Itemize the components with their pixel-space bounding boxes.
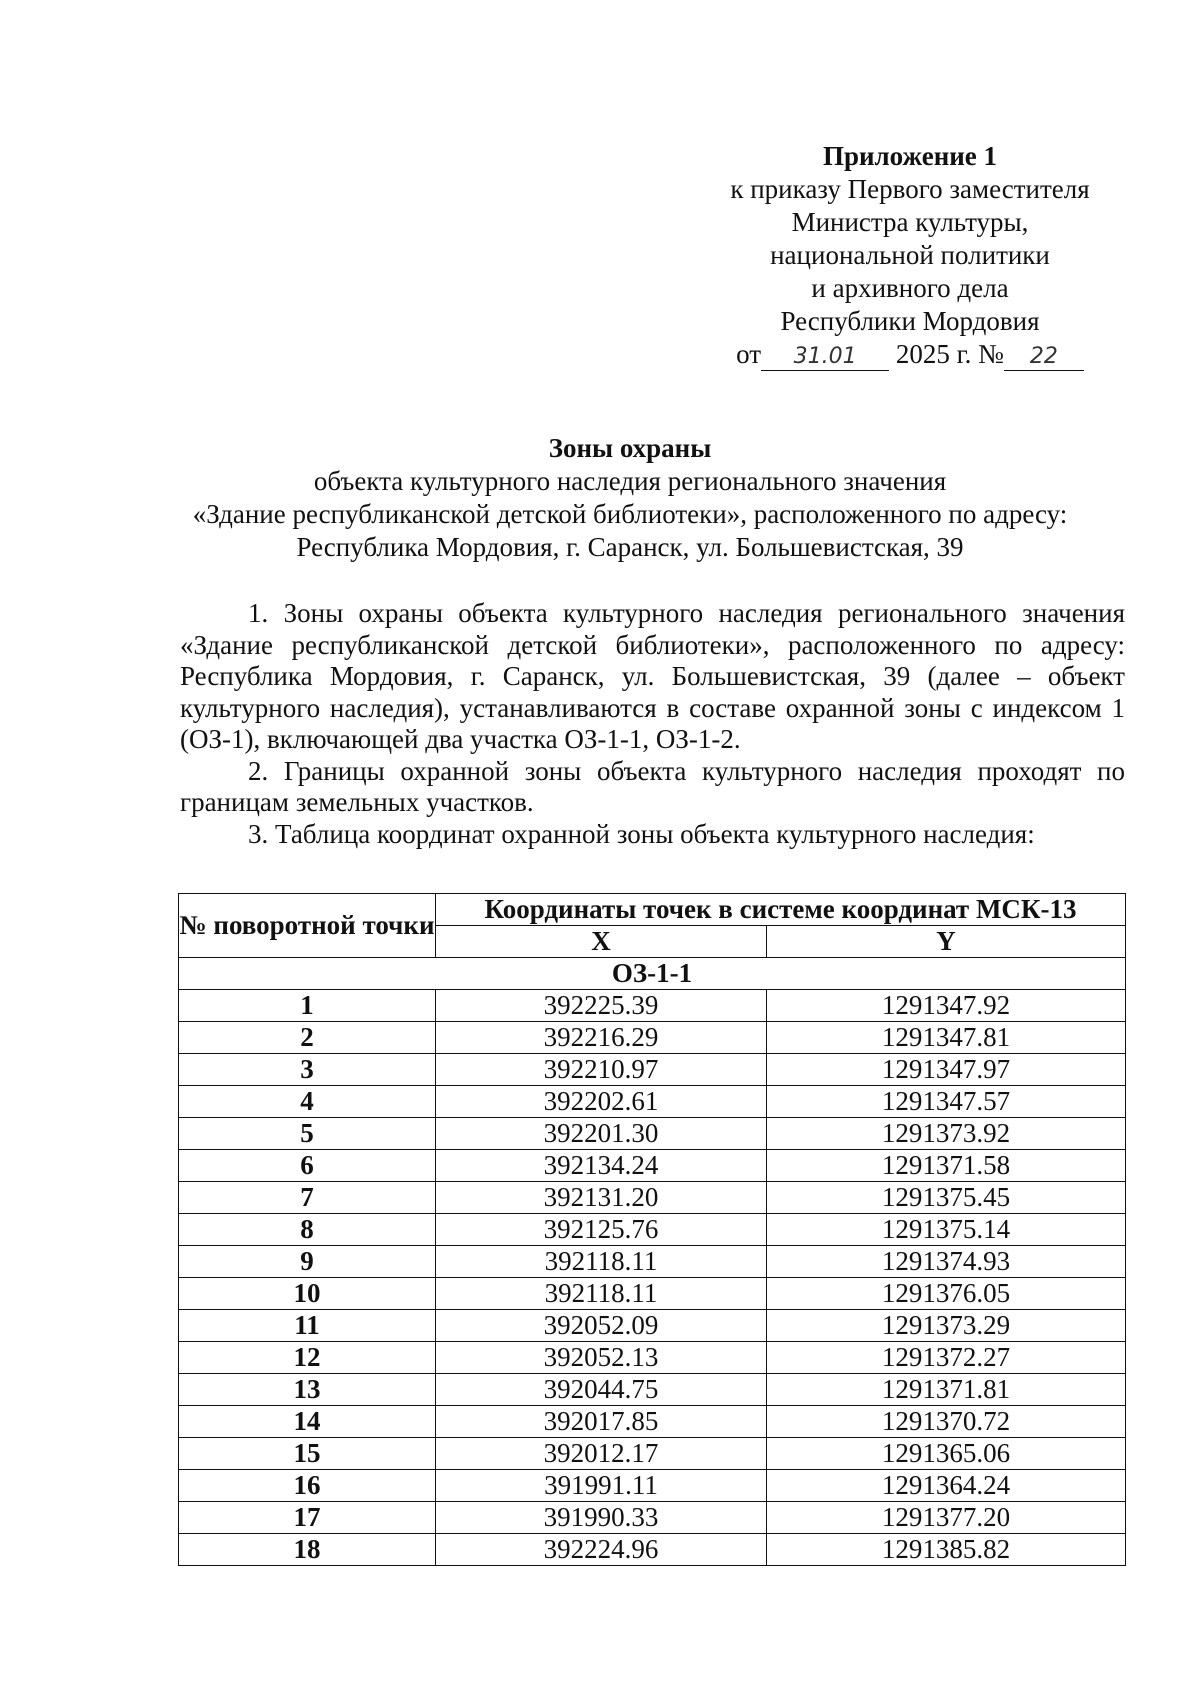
document-title xyxy=(150,432,1110,564)
table-row xyxy=(179,1374,1126,1406)
appendix-line: и архивного дела xyxy=(811,273,1009,303)
y-coordinate-cell: 1291364.24 xyxy=(767,1470,1126,1502)
y-coordinate-cell: 1291370.72 xyxy=(767,1406,1126,1438)
x-coordinate-cell: 392012.17 xyxy=(436,1438,767,1470)
table-row xyxy=(179,1118,1126,1150)
document-body xyxy=(180,598,1125,850)
point-number-cell: 14 xyxy=(179,1406,436,1438)
x-coordinate-cell: 392210.97 xyxy=(436,1054,767,1086)
title-line: объекта культурного наследия регионального значения xyxy=(313,466,947,496)
y-coordinate-cell: 1291371.81 xyxy=(767,1374,1126,1406)
x-coordinate-cell: 391991.11 xyxy=(436,1470,767,1502)
x-coordinate-cell: 392125.76 xyxy=(436,1214,767,1246)
y-coordinate-cell: 1291372.27 xyxy=(767,1342,1126,1374)
point-number-cell: 4 xyxy=(179,1086,436,1118)
point-number-cell: 3 xyxy=(179,1054,436,1086)
x-coordinate-cell: 392052.09 xyxy=(436,1310,767,1342)
y-coordinate-cell: 1291347.81 xyxy=(767,1022,1126,1054)
header-y: Y xyxy=(767,926,1126,958)
y-coordinate-cell: 1291373.92 xyxy=(767,1118,1126,1150)
y-coordinate-cell: 1291365.06 xyxy=(767,1438,1126,1470)
x-coordinate-cell: 392118.11 xyxy=(436,1278,767,1310)
header-x: X xyxy=(436,926,767,958)
x-coordinate-cell: 392225.39 xyxy=(436,990,767,1022)
appendix-line: Республики Мордовия xyxy=(780,306,1040,336)
y-coordinate-cell: 1291347.57 xyxy=(767,1086,1126,1118)
table-body xyxy=(179,958,1126,1566)
x-coordinate-cell: 392017.85 xyxy=(436,1406,767,1438)
table-header-row xyxy=(179,894,1126,926)
paragraph-2: 2. Границы охранной зоны объекта культурного наследия проходят по границам земельных участков. xyxy=(180,755,1125,817)
table-row xyxy=(179,1502,1126,1534)
table-row xyxy=(179,1054,1126,1086)
point-number-cell: 11 xyxy=(179,1310,436,1342)
title-main: Зоны охраны xyxy=(548,433,712,463)
paragraph-1: 1. Зоны охраны объекта культурного наследия регионального значения «Здание республиканской детской библиотеки», расположенного по адресу: Республика Мордовия, г. Саранск, ул. Большевистская, 39 (далее – объект культурного наследия), устанавливаются в составе охранной зоны с индексом 1 (ОЗ-1), включающей два участка ОЗ-1-1, ОЗ-1-2. xyxy=(180,598,1125,754)
y-coordinate-cell: 1291374.93 xyxy=(767,1246,1126,1278)
point-number-cell: 2 xyxy=(179,1022,436,1054)
order-date-number-line xyxy=(690,338,1130,371)
zone-label: ОЗ-1-1 xyxy=(179,958,1126,990)
y-coordinate-cell: 1291375.45 xyxy=(767,1182,1126,1214)
appendix-title: Приложение 1 xyxy=(822,141,998,171)
title-line: Республика Мордовия, г. Саранск, ул. Большевистская, 39 xyxy=(296,532,964,562)
table-row xyxy=(179,1182,1126,1214)
y-coordinate-cell: 1291376.05 xyxy=(767,1278,1126,1310)
point-number-cell: 18 xyxy=(179,1534,436,1566)
table-row xyxy=(179,1310,1126,1342)
header-coordinates: Координаты точек в системе координат МСК-13 xyxy=(436,894,1126,926)
paragraph-3: 3. Таблица координат охранной зоны объекта культурного наследия: xyxy=(248,818,1035,849)
point-number-cell: 7 xyxy=(179,1182,436,1214)
x-coordinate-cell: 392131.20 xyxy=(436,1182,767,1214)
y-coordinate-cell: 1291385.82 xyxy=(767,1534,1126,1566)
point-number-cell: 5 xyxy=(179,1118,436,1150)
y-coordinate-cell: 1291373.29 xyxy=(767,1310,1126,1342)
year-number-label: 2025 г. № xyxy=(895,339,1004,369)
table-row xyxy=(179,1406,1126,1438)
handwritten-date: 31.01 xyxy=(761,344,889,371)
x-coordinate-cell: 392044.75 xyxy=(436,1374,767,1406)
y-coordinate-cell: 1291371.58 xyxy=(767,1150,1126,1182)
x-coordinate-cell: 392202.61 xyxy=(436,1086,767,1118)
x-coordinate-cell: 392224.96 xyxy=(436,1534,767,1566)
zone-row xyxy=(179,958,1126,990)
table-row xyxy=(179,1278,1126,1310)
handwritten-number: 22 xyxy=(1004,344,1084,371)
x-coordinate-cell: 391990.33 xyxy=(436,1502,767,1534)
appendix-header xyxy=(690,140,1130,371)
point-number-cell: 10 xyxy=(179,1278,436,1310)
appendix-line: национальной политики xyxy=(770,240,1050,270)
table-row xyxy=(179,990,1126,1022)
point-number-cell: 8 xyxy=(179,1214,436,1246)
point-number-cell: 1 xyxy=(179,990,436,1022)
table-row xyxy=(179,1342,1126,1374)
y-coordinate-cell: 1291347.97 xyxy=(767,1054,1126,1086)
table-row xyxy=(179,1470,1126,1502)
x-coordinate-cell: 392052.13 xyxy=(436,1342,767,1374)
table-row xyxy=(179,1214,1126,1246)
table-row xyxy=(179,1150,1126,1182)
table-row xyxy=(179,1086,1126,1118)
appendix-line: к приказу Первого заместителя xyxy=(730,174,1090,204)
from-label: от xyxy=(736,339,762,369)
y-coordinate-cell: 1291347.92 xyxy=(767,990,1126,1022)
table-row xyxy=(179,1022,1126,1054)
y-coordinate-cell: 1291377.20 xyxy=(767,1502,1126,1534)
point-number-cell: 9 xyxy=(179,1246,436,1278)
x-coordinate-cell: 392201.30 xyxy=(436,1118,767,1150)
x-coordinate-cell: 392134.24 xyxy=(436,1150,767,1182)
coordinates-table xyxy=(178,893,1126,1566)
point-number-cell: 15 xyxy=(179,1438,436,1470)
y-coordinate-cell: 1291375.14 xyxy=(767,1214,1126,1246)
title-line: «Здание республиканской детской библиотеки», расположенного по адресу: xyxy=(192,499,1068,529)
table-row xyxy=(179,1534,1126,1566)
point-number-cell: 12 xyxy=(179,1342,436,1374)
point-number-cell: 16 xyxy=(179,1470,436,1502)
header-point-number: № поворотной точки xyxy=(179,894,436,958)
table-row xyxy=(179,1246,1126,1278)
appendix-line: Министра культуры, xyxy=(791,207,1029,237)
x-coordinate-cell: 392216.29 xyxy=(436,1022,767,1054)
point-number-cell: 17 xyxy=(179,1502,436,1534)
point-number-cell: 6 xyxy=(179,1150,436,1182)
point-number-cell: 13 xyxy=(179,1374,436,1406)
table-row xyxy=(179,1438,1126,1470)
x-coordinate-cell: 392118.11 xyxy=(436,1246,767,1278)
